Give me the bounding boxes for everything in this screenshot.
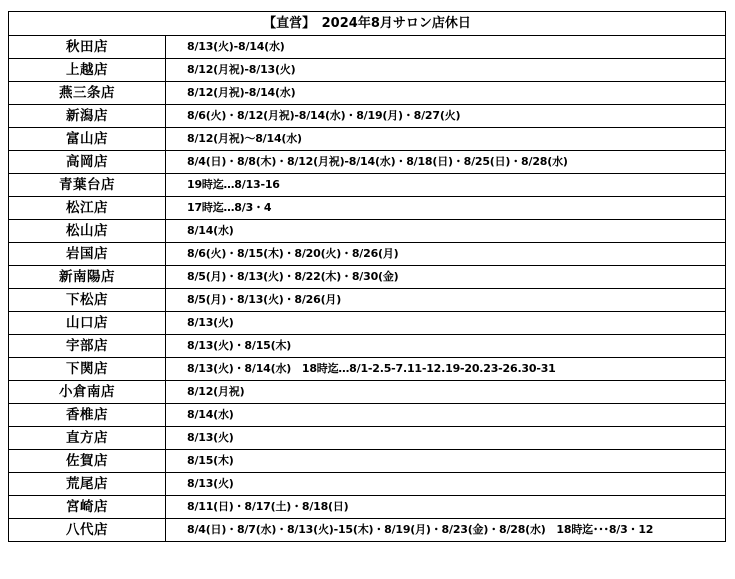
- store-name: 富山店: [9, 128, 166, 151]
- holiday-dates: 8/13(火): [166, 473, 726, 496]
- table-row: [9, 312, 726, 335]
- store-name: 小倉南店: [9, 381, 166, 404]
- store-name: 山口店: [9, 312, 166, 335]
- table-row: [9, 266, 726, 289]
- holiday-dates: 8/14(水): [166, 404, 726, 427]
- store-name: 秋田店: [9, 36, 166, 59]
- holiday-table: [8, 11, 726, 542]
- store-name: 直方店: [9, 427, 166, 450]
- store-name: 新南陽店: [9, 266, 166, 289]
- holiday-dates: 8/6(火)・8/12(月祝)-8/14(水)・8/19(月)・8/27(火): [166, 105, 726, 128]
- holiday-dates: 8/12(月祝)-8/14(水): [166, 82, 726, 105]
- table-row: [9, 151, 726, 174]
- store-name: 荒尾店: [9, 473, 166, 496]
- store-name: 下松店: [9, 289, 166, 312]
- table-row: [9, 381, 726, 404]
- holiday-dates: 8/12(月祝)-8/13(火): [166, 59, 726, 82]
- store-name: 宮崎店: [9, 496, 166, 519]
- table-row: [9, 496, 726, 519]
- title-row: [9, 12, 726, 36]
- table-row: [9, 519, 726, 542]
- holiday-schedule-sheet: [8, 11, 725, 542]
- holiday-dates: 8/13(火)・8/14(水) 18時迄…8/1-2.5-7.11-12.19-20.23-26.30-31: [166, 358, 726, 381]
- store-name: 松山店: [9, 220, 166, 243]
- holiday-dates: 19時迄…8/13-16: [166, 174, 726, 197]
- holiday-dates: 8/5(月)・8/13(火)・8/26(月): [166, 289, 726, 312]
- table-row: [9, 220, 726, 243]
- holiday-dates: 8/12(月祝): [166, 381, 726, 404]
- table-row: [9, 36, 726, 59]
- table-row: [9, 335, 726, 358]
- store-name: 宇部店: [9, 335, 166, 358]
- table-title: 【直営】 2024年8月サロン店休日: [9, 12, 726, 36]
- store-name: 燕三条店: [9, 82, 166, 105]
- holiday-dates: 17時迄…8/3・4: [166, 197, 726, 220]
- table-row: [9, 243, 726, 266]
- holiday-dates: 8/13(火): [166, 312, 726, 335]
- holiday-dates: 8/11(日)・8/17(土)・8/18(日): [166, 496, 726, 519]
- table-row: [9, 473, 726, 496]
- table-row: [9, 404, 726, 427]
- store-name: 松江店: [9, 197, 166, 220]
- table-row: [9, 105, 726, 128]
- table-row: [9, 289, 726, 312]
- store-name: 八代店: [9, 519, 166, 542]
- table-row: [9, 450, 726, 473]
- holiday-dates: 8/4(日)・8/7(水)・8/13(火)-15(木)・8/19(月)・8/23(金)・8/28(水) 18時迄･･･8/3・12: [166, 519, 726, 542]
- holiday-dates: 8/13(火)・8/15(木): [166, 335, 726, 358]
- table-row: [9, 358, 726, 381]
- store-name: 新潟店: [9, 105, 166, 128]
- table-row: [9, 128, 726, 151]
- store-name: 香椎店: [9, 404, 166, 427]
- holiday-dates: 8/15(木): [166, 450, 726, 473]
- holiday-dates: 8/12(月祝)～8/14(水): [166, 128, 726, 151]
- holiday-dates: 8/4(日)・8/8(木)・8/12(月祝)-8/14(水)・8/18(日)・8/25(日)・8/28(水): [166, 151, 726, 174]
- table-row: [9, 197, 726, 220]
- holiday-dates: 8/14(水): [166, 220, 726, 243]
- table-row: [9, 427, 726, 450]
- store-name: 青葉台店: [9, 174, 166, 197]
- store-rows: [9, 36, 726, 542]
- table-row: [9, 82, 726, 105]
- store-name: 高岡店: [9, 151, 166, 174]
- holiday-dates: 8/13(火): [166, 427, 726, 450]
- store-name: 佐賀店: [9, 450, 166, 473]
- store-name: 岩国店: [9, 243, 166, 266]
- table-row: [9, 174, 726, 197]
- holiday-dates: 8/5(月)・8/13(火)・8/22(木)・8/30(金): [166, 266, 726, 289]
- holiday-dates: 8/13(火)-8/14(水): [166, 36, 726, 59]
- store-name: 下関店: [9, 358, 166, 381]
- holiday-dates: 8/6(火)・8/15(木)・8/20(火)・8/26(月): [166, 243, 726, 266]
- table-row: [9, 59, 726, 82]
- store-name: 上越店: [9, 59, 166, 82]
